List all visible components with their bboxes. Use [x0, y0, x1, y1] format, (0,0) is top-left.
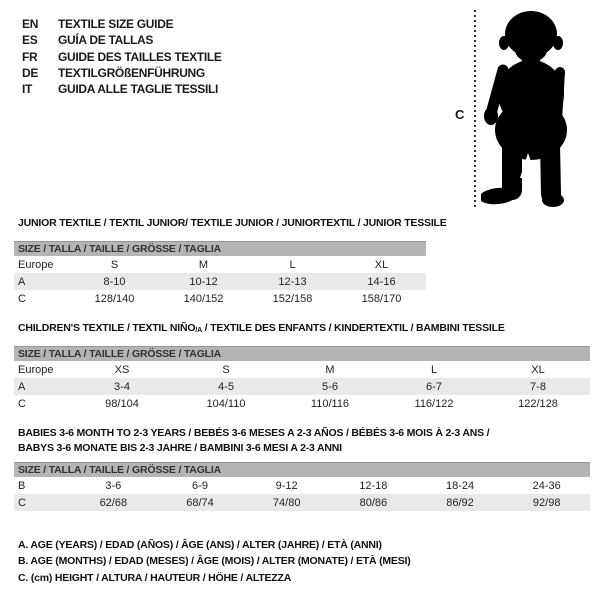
footnote-age-months: B. AGE (MONTHS) / EDAD (MESES) / ÂGE (MOIS) / ALTER (MONATE) / ETÀ (MESI) — [18, 555, 411, 568]
size-cell: S — [110, 258, 119, 271]
lang-code: DE — [22, 66, 39, 81]
height-cell: 92/98 — [532, 496, 561, 509]
row-label: B — [18, 479, 26, 492]
size-cell: L — [289, 258, 296, 271]
table-row-age-months — [14, 477, 590, 494]
table-row-height — [14, 395, 590, 412]
age-cell: 3-4 — [114, 380, 130, 393]
height-cell: 152/158 — [272, 292, 313, 305]
section-babies-textile — [14, 426, 590, 511]
height-cell: 62/68 — [99, 496, 128, 509]
size-cell: XS — [114, 363, 130, 376]
lang-code: FR — [22, 49, 38, 64]
babies-size-table — [14, 462, 590, 511]
age-cell: 6-9 — [192, 479, 208, 492]
table-row-age — [14, 378, 590, 395]
height-cell: 74/80 — [272, 496, 301, 509]
language-title-list — [22, 16, 222, 97]
table-row-europe — [14, 361, 590, 378]
lang-row-en — [22, 16, 222, 32]
baby-silhouette-icon — [481, 8, 573, 210]
title-subscript: /A — [195, 327, 202, 334]
height-cell: 104/110 — [206, 397, 246, 410]
height-measure-label: C — [455, 107, 465, 122]
size-header-bar: SIZE / TALLA / TAILLE / GRÖSSE / TAGLIA — [14, 241, 426, 256]
height-cell: 122/128 — [518, 397, 558, 410]
section-title-junior: JUNIOR TEXTILE / TEXTIL JUNIOR/ TEXTILE JUNIOR / JUNIORTEXTIL / JUNIOR TESSILE — [18, 217, 447, 229]
section-childrens-textile — [14, 322, 590, 412]
age-cell: 18-24 — [445, 479, 475, 492]
age-cell: 7-8 — [530, 380, 546, 393]
lang-row-fr — [22, 49, 222, 65]
guide-title-en: TEXTILE SIZE GUIDE — [58, 17, 174, 32]
age-cell: 9-12 — [275, 479, 298, 492]
row-label: A — [18, 380, 26, 393]
footnote-height-cm: C. (cm) HEIGHT / ALTURA / HAUTEUR / HÖHE / ALTEZZA — [18, 571, 292, 584]
height-cell: 110/116 — [310, 397, 350, 410]
size-cell: M — [325, 363, 335, 376]
junior-size-table — [14, 241, 426, 307]
height-cell: 128/140 — [94, 292, 135, 305]
height-cell: 116/122 — [414, 397, 454, 410]
section-junior-textile — [14, 217, 447, 307]
guide-title-de: TEXTILGRÖßENFÜHRUNG — [58, 66, 205, 81]
section-title-babies — [18, 426, 518, 455]
height-measure-dotted-line — [474, 10, 476, 208]
row-label: C — [18, 397, 26, 410]
row-label: Europe — [18, 258, 54, 271]
table-row-age — [14, 273, 426, 290]
size-cell: S — [222, 363, 230, 376]
size-header-bar: SIZE / TALLA / TAILLE / GRÖSSE / TAGLIA — [14, 462, 590, 477]
table-row-europe — [14, 256, 426, 273]
childrens-size-table — [14, 346, 590, 412]
baby-height-figure — [452, 8, 600, 210]
row-label: C — [18, 292, 26, 305]
height-cell: 98/104 — [105, 397, 139, 410]
age-cell: 14-16 — [367, 275, 396, 288]
size-cell: L — [430, 363, 438, 376]
height-cell: 140/152 — [183, 292, 224, 305]
age-cell: 5-6 — [322, 380, 338, 393]
size-cell: XL — [374, 258, 389, 271]
footnote-legend — [14, 537, 411, 586]
height-cell: 80/86 — [359, 496, 388, 509]
age-cell: 3-6 — [105, 479, 122, 492]
lang-row-it — [22, 81, 222, 97]
title-part: / TEXTILE DES ENFANTS / KINDERTEXTIL / BAMBINI TESSILE — [201, 322, 505, 334]
section-title-childrens — [18, 322, 590, 334]
guide-title-es: GUÍA DE TALLAS — [58, 33, 154, 48]
row-label: C — [18, 496, 26, 509]
height-cell: 86/92 — [446, 496, 474, 509]
lang-row-de — [22, 65, 222, 81]
height-cell: 68/74 — [186, 496, 214, 509]
guide-title-it: GUIDA ALLE TAGLIE TESSILI — [58, 82, 219, 97]
footnote-age-years: A. AGE (YEARS) / EDAD (AÑOS) / ÂGE (ANS) / ALTER (JAHRE) / ETÀ (ANNI) — [18, 539, 382, 551]
title-line-2: BABYS 3-6 MONATE BIS 2-3 JAHRE / BAMBINI 3-6 MESI A 2-3 ANNI — [18, 441, 342, 454]
age-cell: 6-7 — [426, 380, 442, 393]
height-cell: 158/170 — [361, 292, 402, 305]
size-cell: XL — [531, 363, 545, 376]
title-part: CHILDREN'S TEXTILE / TEXTIL NIÑO — [18, 322, 196, 334]
table-row-height — [14, 494, 590, 511]
guide-title-fr: GUIDE DES TAILLES TEXTILE — [58, 49, 222, 64]
table-row-height — [14, 290, 426, 307]
title-line-1: BABIES 3-6 MONTH TO 2-3 YEARS / BEBÉS 3-6 MESES A 2-3 AÑOS / BÉBÉS 3-6 MOIS À 2-3 ANS / — [18, 427, 490, 439]
age-cell: 10-12 — [189, 275, 218, 288]
age-cell: 12-13 — [278, 275, 307, 288]
age-cell: 4-5 — [218, 380, 234, 393]
lang-row-es — [22, 32, 222, 48]
row-label: Europe — [18, 363, 54, 376]
row-label: A — [18, 275, 26, 288]
size-header-bar: SIZE / TALLA / TAILLE / GRÖSSE / TAGLIA — [14, 346, 590, 361]
lang-code: EN — [22, 17, 39, 32]
size-cell: M — [198, 258, 209, 271]
age-cell: 24-36 — [532, 479, 561, 492]
age-cell: 8-10 — [103, 275, 126, 288]
age-cell: 12-18 — [359, 479, 388, 492]
lang-code: ES — [22, 33, 38, 48]
lang-code: IT — [22, 82, 33, 97]
